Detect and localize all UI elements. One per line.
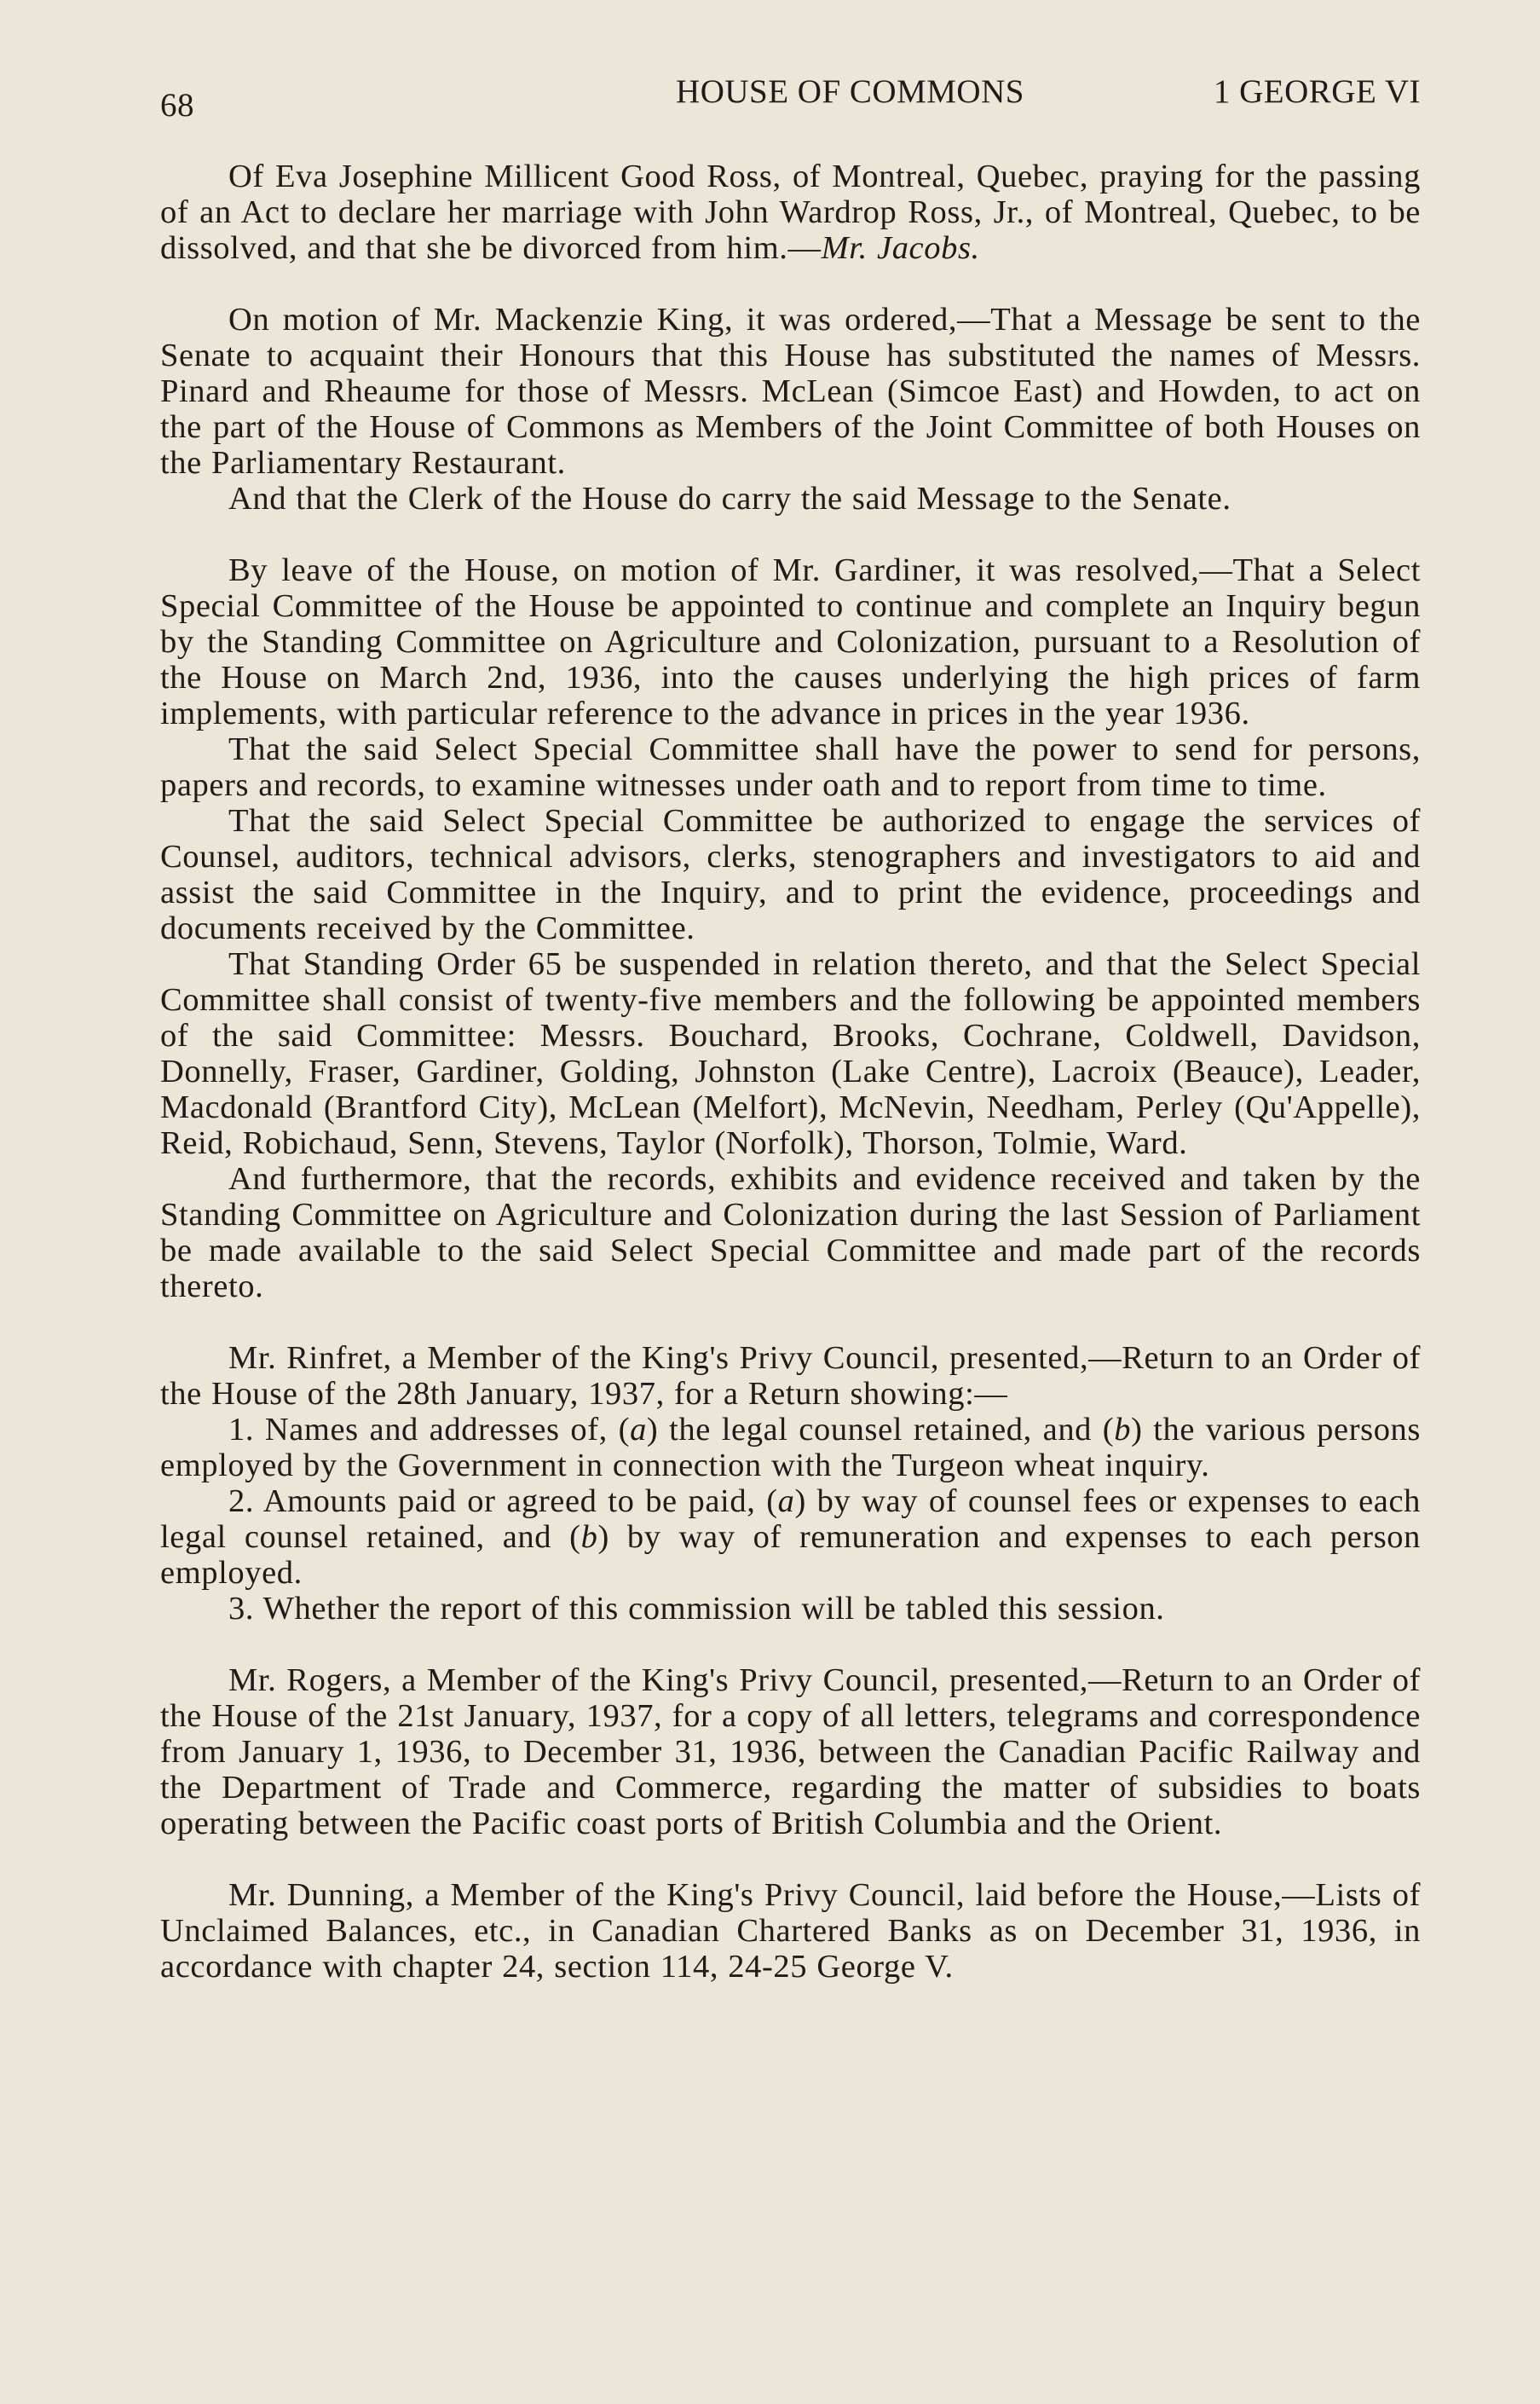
- petition-member: Mr. Jacobs.: [821, 230, 980, 266]
- running-title: HOUSE OF COMMONS: [676, 73, 1024, 110]
- petition-text: Of Eva Josephine Millicent Good Ross, of Montreal, Quebec, praying for the passing of an Act to declare her marriage with John Wardrop Ross, Jr., of Montreal, Quebec, to be dissolved, and that she be divorced from him.—: [160, 159, 1421, 266]
- committee-resolution-paragraph: By leave of the House, on motion of Mr. Gardiner, it was resolved,—That a Select Special Committee of the House be appointed to continue and complete an Inquiry begun by the Standing Committee on Agriculture and Colonization, pursuant to a Resolution of the House on March 2nd, 1936, into the causes underlying the high prices of farm implements, with particular reference to the advance in prices in the year 1936.: [160, 552, 1421, 731]
- committee-powers-paragraph: That the said Select Special Committee shall have the power to send for persons, papers and records, to examine witnesses under oath and to report from time to time.: [160, 731, 1421, 803]
- page-header: [160, 61, 1421, 124]
- page-number: 68: [160, 87, 194, 124]
- regnal-year: 1 GEORGE VI: [1213, 73, 1421, 110]
- message-clerk-paragraph: And that the Clerk of the House do carry the said Message to the Senate.: [228, 481, 1231, 517]
- dunning-lists-paragraph: Mr. Dunning, a Member of the King's Privy Council, laid before the House,—Lists of Unclaimed Balances, etc., in Canadian Chartered Banks as on December 31, 1936, in accordance with chapter 24, section 114, 24-25 George V.: [160, 1877, 1421, 1985]
- committee-records-paragraph: And furthermore, that the records, exhibits and evidence received and taken by the Standing Committee on Agriculture and Colonization during the last Session of Parliament be made available to the said Select Special Committee and made part of the records thereto.: [160, 1161, 1421, 1304]
- message-motion-paragraph: On motion of Mr. Mackenzie King, it was ordered,—That a Message be sent to the Senate to acquaint their Honours that this House has substituted the names of Messrs. Pinard and Rheaume for those of Messrs. McLean (Simcoe East) and Howden, to act on the part of the House of Commons as Members of the Joint Committee of both Houses on the Parliamentary Restaurant.: [160, 302, 1421, 481]
- petition-paragraph: [160, 159, 1421, 266]
- journal-body: [160, 159, 1421, 1985]
- rinfret-return-paragraph: Mr. Rinfret, a Member of the King's Privy Council, presented,—Return to an Order of the House of the 28th January, 1937, for a Return showing:—: [160, 1340, 1421, 1412]
- rinfret-return-item-1: 1. Names and addresses of, (a) the legal counsel retained, and (b) the various persons employed by the Government in connection with the Turgeon wheat inquiry.: [160, 1412, 1421, 1483]
- rinfret-return-item-2: 2. Amounts paid or agreed to be paid, (a) by way of counsel fees or expenses to each legal counsel retained, and (b) by way of remuneration and expenses to each person employed.: [160, 1483, 1421, 1591]
- committee-counsel-paragraph: That the said Select Special Committee be authorized to engage the services of Counsel, auditors, technical advisors, clerks, stenographers and investigators to aid and assist the said Committee in the Inquiry, and to print the evidence, proceedings and documents received by the Committee.: [160, 803, 1421, 946]
- committee-members-paragraph: That Standing Order 65 be suspended in relation thereto, and that the Select Special Committee shall consist of twenty-five members and the following be appointed members of the said Committee: Messrs. Bouchard, Brooks, Cochrane, Coldwell, Davidson, Donnelly, Fraser, Gardiner, Golding, Johnston (Lake Centre), Lacroix (Beauce), Leader, Macdonald (Brantford City), McLean (Melfort), McNevin, Needham, Perley (Qu'Appelle), Reid, Robichaud, Senn, Stevens, Taylor (Norfolk), Thorson, Tolmie, Ward.: [160, 946, 1421, 1161]
- rogers-return-paragraph: Mr. Rogers, a Member of the King's Privy Council, presented,—Return to an Order of the House of the 21st January, 1937, for a copy of all letters, telegrams and correspondence from January 1, 1936, to December 31, 1936, between the Canadian Pacific Railway and the Department of Trade and Commerce, regarding the matter of subsidies to boats operating between the Pacific coast ports of British Columbia and the Orient.: [160, 1662, 1421, 1841]
- rinfret-return-item-3: 3. Whether the report of this commission will be tabled this session.: [228, 1591, 1165, 1627]
